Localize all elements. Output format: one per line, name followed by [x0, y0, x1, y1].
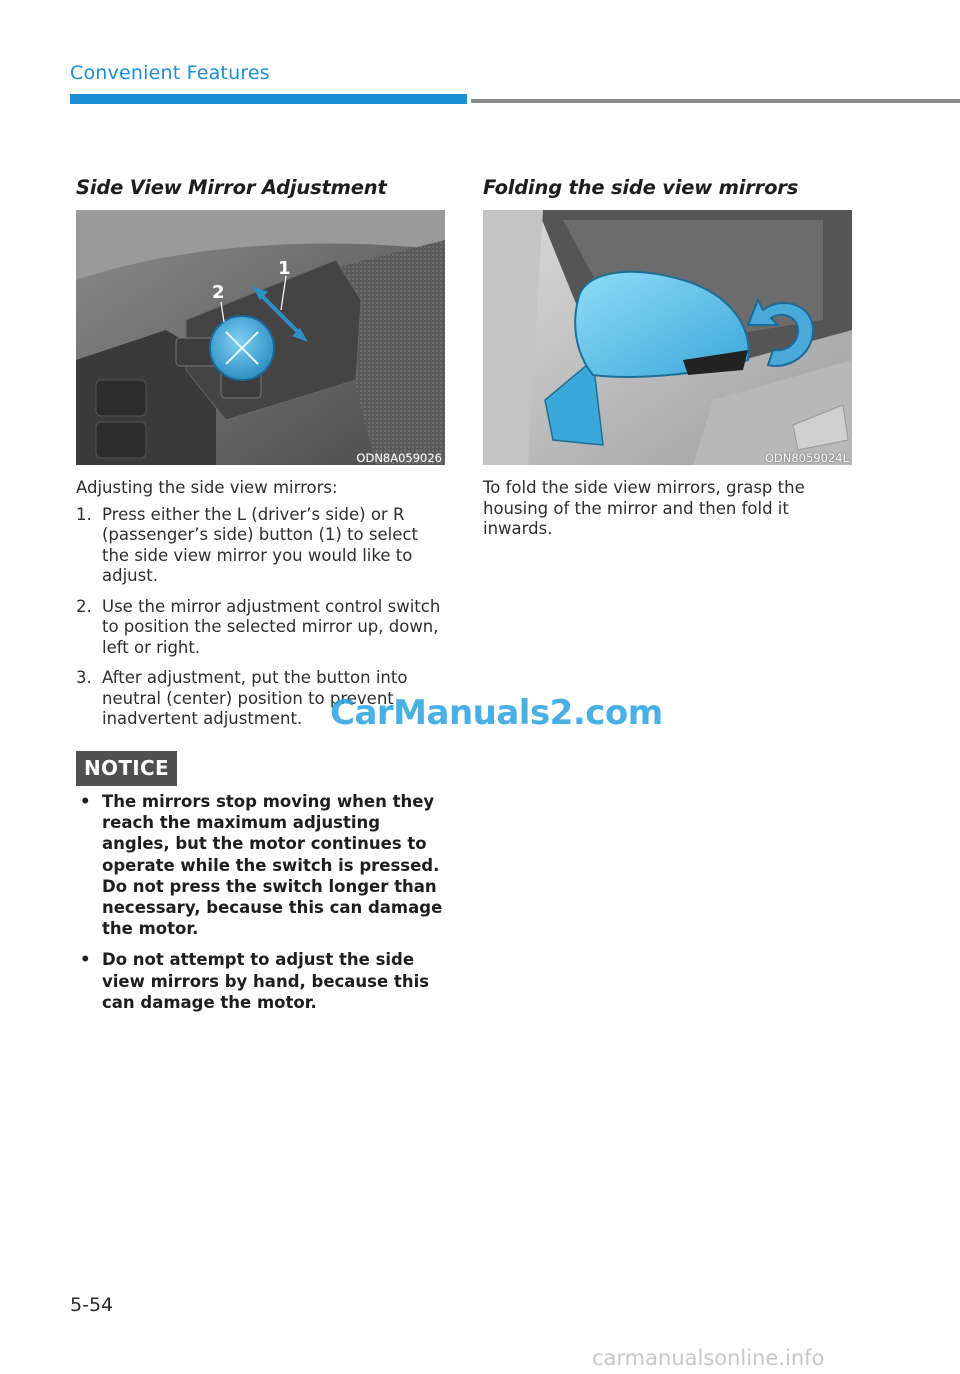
figure-folding-mirror [483, 210, 852, 465]
notice-list [76, 791, 448, 1023]
figure-code: ODN8A059026 [356, 451, 442, 465]
step-item [76, 597, 448, 659]
notice-text: Do not attempt to adjust the side view mirrors by hand, because this can damage the motor. [102, 950, 430, 1012]
notice-text: The mirrors stop moving when they reach the maximum adjusting angles, but the motor continues to operate while the switch is pressed. Do not press the switch longer than necessary, because this can damage the motor. [102, 792, 443, 939]
section-title-mirror-adjustment: Side View Mirror Adjustment [76, 176, 387, 199]
step-number: 3. [76, 668, 92, 687]
bullet-icon: • [80, 792, 91, 811]
folding-mirror-illustration [483, 210, 852, 465]
step-number: 2. [76, 596, 92, 616]
step-text: After adjustment, put the button into neutral (center) position to prevent inadvertent adjustment. [102, 668, 408, 728]
folding-text: To fold the side view mirrors, grasp the housing of the mirror and then fold it inwards. [483, 478, 805, 538]
figure-code: ODN8059024L [764, 451, 849, 465]
step-number: 1. [76, 504, 92, 524]
step-item [76, 505, 448, 587]
intro-text: Adjusting the side view mirrors: [76, 478, 338, 497]
header-bar-blue [70, 94, 467, 104]
page-number: 5-54 [70, 1294, 114, 1316]
right-body [483, 478, 855, 540]
callout-2: 2 [212, 282, 225, 303]
step-text: Use the mirror adjustment control switch to position the selected mirror up, down, left or right. [102, 596, 441, 657]
section-title-folding-mirrors: Folding the side view mirrors [483, 176, 799, 199]
watermark: CarManuals2.com [330, 693, 663, 733]
footer-site: carmanualsonline.info [592, 1346, 825, 1370]
notice-item [76, 949, 448, 1013]
mirror-switch-illustration [76, 210, 445, 465]
callout-1: 1 [278, 258, 291, 279]
figure-mirror-switch [76, 210, 445, 465]
notice-item [76, 791, 448, 939]
notice-badge: NOTICE [76, 751, 177, 786]
step-text: Press either the L (driver’s side) or R (passenger’s side) button (1) to select the side view mirror you would like to adjust. [102, 504, 418, 585]
bullet-icon: • [80, 950, 91, 970]
left-body [76, 478, 448, 730]
header-bar-gray [471, 99, 960, 103]
header-title: Convenient Features [70, 62, 270, 84]
